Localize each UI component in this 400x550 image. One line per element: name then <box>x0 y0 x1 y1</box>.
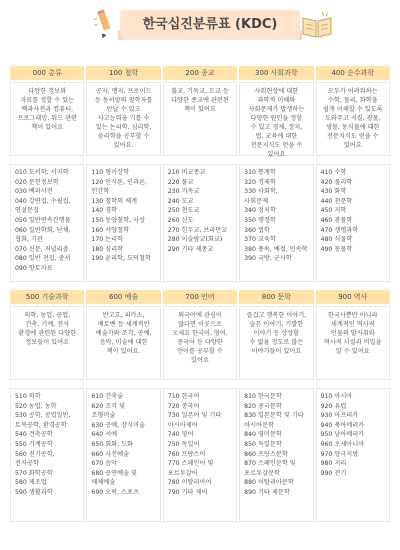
class-description <box>10 306 84 380</box>
text-line: 230 기독교 <box>167 188 200 196</box>
text-line: 한국사뿐만 아니라 <box>327 312 378 319</box>
text-line: 260 신도 <box>167 216 194 224</box>
text-line: 750 독일어 <box>167 440 200 448</box>
text-line: 810 한국문학 <box>244 393 282 400</box>
text-line: 예술가와 조각, 공예, <box>95 330 152 337</box>
text-line: 협회, 기관 <box>15 236 43 244</box>
text-line: 650 회화, 도화 <box>91 440 134 448</box>
text-line: 중국어 등 다양한 <box>177 339 223 346</box>
text-line: 연설문집 <box>15 207 39 215</box>
text-line: 730 일본어 및 기타 <box>167 412 222 420</box>
text-line: 930 아프리카 <box>320 412 359 420</box>
text-line: 역사적 사실과 비밀을 <box>323 339 382 346</box>
pencil-icon <box>92 8 116 38</box>
text-line: 760 프랑스어 <box>167 450 206 458</box>
text-line: 슬픈 이야기, 기발한 <box>249 321 304 328</box>
text-line: 720 중국어 <box>167 402 200 410</box>
text-line: 윤리학을 공부할 수 <box>97 133 150 140</box>
text-line: 790 기타 제어 <box>167 488 208 496</box>
text-line: 870 스페인문학 및 <box>244 460 296 468</box>
text-line: 350 행정학 <box>244 216 276 224</box>
text-line: 550 기계공학 <box>15 440 53 448</box>
subclass-list <box>86 164 160 282</box>
class-description <box>163 306 237 380</box>
text-line: 의학, 농업, 공업, <box>24 312 71 319</box>
description-row <box>10 82 390 156</box>
text-line: 180 심리학 <box>91 245 124 253</box>
text-line: 660 사진예술 <box>91 450 130 458</box>
text-line: 610 건축술 <box>91 393 124 400</box>
text-line: 알 수 있어요 <box>335 348 370 355</box>
text-line: 410 수학 <box>320 169 347 176</box>
text-line: 710 한국어 <box>167 393 200 400</box>
text-line: 850 독일문학 <box>244 440 282 448</box>
text-line: 사회문제 <box>244 197 269 205</box>
text-line: 210 비교종교 <box>167 169 206 176</box>
text-line: 290 기타 제종교 <box>167 245 214 253</box>
class-header: 200 종교 <box>163 66 237 80</box>
text-line: 670 음악 <box>91 460 118 468</box>
text-line: 있는 논리학, 심리학, <box>95 124 152 131</box>
text-line: 070 신문, 저널리즘 <box>15 245 69 253</box>
text-line: 토목공학, 환경공학 <box>15 421 67 429</box>
text-line: 이야기 등 상상할 <box>253 330 300 337</box>
subclass-row <box>10 388 390 522</box>
text-line: 등 동서양의 철학자를 <box>94 97 153 104</box>
text-line: 620 조각 및 <box>91 402 126 410</box>
text-line: 오세요 한국어, 영어, <box>172 330 228 337</box>
text-line: 560 전기공학, <box>15 450 55 458</box>
class-description <box>86 82 160 156</box>
text-line: 590 생활과학 <box>15 488 53 496</box>
text-line: 890 기타 제문학 <box>244 488 290 496</box>
kdc-table <box>8 64 392 524</box>
text-line: 440 천문학 <box>320 197 353 205</box>
text-line: 프로그래밍, 워드 관련 <box>17 115 78 122</box>
text-line: 010 도서학, 서지학 <box>15 169 69 176</box>
text-line: 240 도교 <box>167 197 194 205</box>
text-line: 570 화학공학 <box>15 469 53 477</box>
text-line: 640 서예 <box>91 431 118 439</box>
text-line: 세계적인 역사적 <box>330 321 375 328</box>
text-line: 다양한 원인을 정할 <box>250 115 303 122</box>
text-line: 510 의학 <box>15 393 41 400</box>
text-line: 430 화학 <box>320 188 347 196</box>
class-description <box>316 306 390 380</box>
text-line: 040 강연집, 수필집, <box>15 197 71 205</box>
page-title: 한국십진분류표 (KDC) <box>120 10 300 40</box>
text-line: 960 오세아니아 <box>320 440 365 448</box>
subclass-list <box>316 164 390 282</box>
text-line: 건축, 기계, 전자 <box>25 321 70 328</box>
text-line: 수 없을 정도로 많은 <box>249 339 304 346</box>
text-line: 사회현상에 대한 <box>254 88 299 95</box>
text-line: 940 북아메리카 <box>320 421 365 429</box>
text-line: 840 영미문학 <box>244 431 282 439</box>
text-line: 생물, 동식물에 대한 <box>325 124 380 131</box>
subclass-list <box>239 388 313 522</box>
text-line: 법, 교육에 대한 <box>255 133 298 140</box>
text-line: 쉽게 이해할 수 있도록 <box>322 106 383 113</box>
text-line: 자료를 정할 수 있는 <box>20 97 75 104</box>
class-header: 900 역사 <box>316 290 390 304</box>
text-line: 770 스페인어 및 <box>167 460 214 468</box>
text-line: 베토벤 등 세계적인 <box>97 321 150 328</box>
text-line: 490 동물학 <box>320 245 353 253</box>
text-line: 270 힌두교, 브라만교 <box>167 226 228 234</box>
text-line: 110 형이상학 <box>91 169 130 176</box>
subclass-list <box>239 164 313 282</box>
text-line: 정보들이 있어요 <box>25 339 70 346</box>
text-line: 450 지학 <box>320 207 347 215</box>
text-line: 480 식물학 <box>320 236 353 244</box>
subclass-row <box>10 164 390 282</box>
text-line: 수 있고 경제, 정치, <box>250 124 303 131</box>
text-line: 680 공연예술 및 <box>91 469 138 477</box>
text-line: 사고능력을 기를 수 <box>97 115 150 122</box>
text-line: 수학, 물리, 화학을 <box>327 97 378 104</box>
text-line: 320 경제학 <box>244 178 276 186</box>
class-description <box>10 82 84 156</box>
class-description <box>86 306 160 380</box>
text-line: 있어요 <box>267 151 286 158</box>
text-line: 880 이탈리아문학 <box>244 479 294 487</box>
text-line: 420 물리학 <box>320 178 353 186</box>
header-row <box>10 66 390 80</box>
text-line: 있어요 <box>343 142 362 149</box>
text-line: 310 통계학 <box>244 169 276 176</box>
text-line: 090 향토자료 <box>15 264 53 272</box>
text-line: 다양한 정보와 <box>28 88 67 95</box>
text-line: 전문지식도 얻을 수 <box>250 142 303 149</box>
text-line: 970 양극지방 <box>320 450 359 458</box>
text-line: 아시아제어 <box>167 421 198 429</box>
text-line: 390 국방, 군사학 <box>244 255 292 263</box>
text-line: 990 전기 <box>320 469 347 477</box>
text-line: 360 법학 <box>244 226 270 234</box>
text-line: 050 일반연속간행물 <box>15 216 71 224</box>
class-description <box>239 82 313 156</box>
class-header: 100 철학 <box>86 66 160 80</box>
text-line: 모두가 어려워하는 <box>327 88 378 95</box>
subclass-list <box>163 388 237 522</box>
class-header: 500 기술과학 <box>10 290 84 304</box>
text-line: 책이 있어요 <box>184 106 216 113</box>
text-line: 인물의 발자취와 <box>330 330 375 337</box>
subclass-list <box>316 388 390 522</box>
text-line: 전자공학 <box>15 460 39 468</box>
text-line: 즐겁고 행복한 이야기, <box>246 312 307 319</box>
text-line: 740 영어 <box>167 431 194 439</box>
text-line: 380 풍속, 예절, 민속학 <box>244 245 308 253</box>
subclass-list <box>10 388 84 522</box>
text-line: 780 이탈리아어 <box>167 479 212 487</box>
text-line: 140 경학 <box>91 207 118 215</box>
text-line: 외국어에 관심이 <box>178 312 222 319</box>
text-line: 630 공예, 장식미술 <box>91 421 145 429</box>
class-header: 800 문학 <box>239 290 313 304</box>
text-line: 060 일반학회, 단체, <box>15 226 71 234</box>
text-line: 860 프랑스문학 <box>244 450 288 458</box>
class-header: 600 예술 <box>86 290 160 304</box>
text-line: 080 일반 전집, 총서 <box>15 255 71 263</box>
text-line: 포르투갈어 <box>167 469 198 477</box>
text-line: 책이 있어요 <box>31 124 64 131</box>
text-line: 250 천도교 <box>167 207 200 215</box>
text-line: 020 문헌정보학 <box>15 178 59 186</box>
text-line: 920 유럽 <box>320 402 347 410</box>
text-line: 520 농업, 농학 <box>15 402 57 410</box>
text-line: 불교, 기독교, 도교 등 <box>171 88 229 95</box>
text-line: 인간학 <box>91 188 110 196</box>
text-line: 만날 수 있고 <box>106 106 141 113</box>
text-line: 280 이슬람교(회교) <box>167 236 223 244</box>
text-line: 120 인식론, 인과론, <box>91 178 147 186</box>
text-line: 도와주고 지질, 광물, <box>324 115 381 122</box>
text-line: 음악, 미술에 대한 <box>99 339 148 346</box>
text-line: 830 일본문학 및 기타 <box>244 412 304 420</box>
text-line: 과학적 이해와 <box>257 97 296 104</box>
class-description <box>316 82 390 156</box>
text-line: 다양한 종교에 관련된 <box>171 97 229 104</box>
text-line: 580 제조업 <box>15 479 47 487</box>
class-description <box>239 306 313 380</box>
text-line: 690 오락, 스포츠 <box>91 488 139 496</box>
header-row <box>10 290 390 304</box>
text-line: 470 생명과학 <box>320 226 359 234</box>
class-header: 400 순수과학 <box>316 66 390 80</box>
text-line: 사회문제가 발생하는 <box>248 106 305 113</box>
text-line: 공자, 맹자, 프로이드 <box>95 88 152 95</box>
text-line: 조형미술 <box>91 412 116 420</box>
text-line: 150 동양철학, 사상 <box>91 216 145 224</box>
text-line: 전문지식도 얻을 수 <box>326 133 379 140</box>
text-line: 950 남아메리카 <box>320 431 365 439</box>
text-line: 540 건축공학 <box>15 431 53 439</box>
text-line: 220 불교 <box>167 178 194 186</box>
text-line: 매체예술 <box>91 479 116 487</box>
text-line: 이야기들이 있어요 <box>251 348 302 355</box>
text-line: 130 철학의 체계 <box>91 197 138 205</box>
text-line: 820 중국문학 <box>244 402 282 410</box>
subclass-list <box>163 164 237 282</box>
subclass-list <box>10 164 84 282</box>
text-line: 370 교육학 <box>244 236 276 244</box>
text-line: 아시아문학 <box>244 421 275 429</box>
text-line: 910 아시아 <box>320 393 353 400</box>
text-line: 460 광물학 <box>320 216 353 224</box>
class-header: 300 사회과학 <box>239 66 313 80</box>
text-line: 340 정치학 <box>244 207 276 215</box>
class-description <box>163 82 237 156</box>
text-line: 330 사회학, <box>244 188 278 196</box>
text-line: 030 백과사전 <box>15 188 53 196</box>
text-line: 많다면 이곳으로 <box>178 321 222 328</box>
description-row <box>10 306 390 380</box>
text-line: 있어요. <box>113 142 134 149</box>
text-line: 언어를 공부할 수 <box>177 348 223 355</box>
subclass-list <box>86 388 160 522</box>
text-line: 반고흐, 피카소, <box>102 312 145 319</box>
text-line: 책이 있어요. <box>106 348 141 355</box>
text-line: 160 서양철학 <box>91 226 130 234</box>
text-line: 530 공학, 공업일반, <box>15 412 71 420</box>
text-line: 170 논리학 <box>91 236 124 244</box>
open-book-icon <box>300 10 334 40</box>
text-line: 포르투갈문학 <box>244 469 281 477</box>
text-line: 있어요 <box>191 357 209 364</box>
title-area <box>0 0 400 52</box>
text-line: 980 지리 <box>320 460 347 468</box>
text-line: 환경에 관련된 다양한 <box>18 330 77 337</box>
class-header: 700 언어 <box>163 290 237 304</box>
text-line: 190 윤리학, 도덕철학 <box>91 255 151 263</box>
text-line: 백과사전과 컴퓨터, <box>21 106 74 113</box>
class-header: 000 총류 <box>10 66 84 80</box>
